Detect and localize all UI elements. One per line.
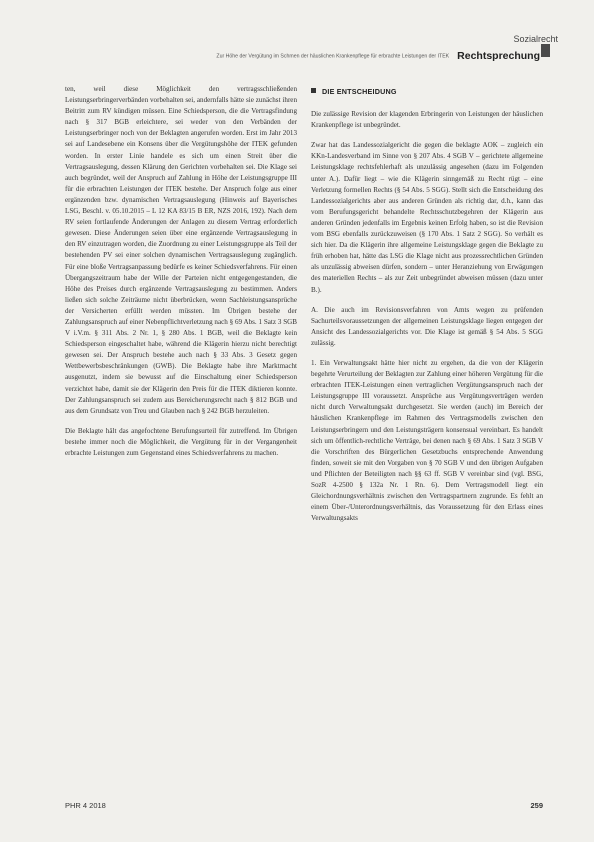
right-paragraph-3: A. Die auch im Revisionsverfahren von Amts wegen zu prüfenden Sachurteilsvoraussetzungen der allgemeinen Leistungsklage liegen entgegen der Ansicht des Landessozialgerichts vor. Die Klage ist gemäß § 54 Abs. 5 SGG zulässig. [311, 305, 543, 347]
right-paragraph-2: Zwar hat das Landessozialgericht die gegen die beklagte AOK – zugleich ein KKn-Landesverband im Sinne von § 207 Abs. 4 SGB V – gerichtete allgemeine Leistungsklage rechtsfehlerhaft als unzulässig angesehen (dazu im Folgenden unter A.). Dafür liegt – wie die Klägerin sinngemäß zu Recht rügt – eine Verletzung formellen Rechts (§ 54 Abs. 5 SGG). Stellt sich die Entscheidung des Landessozialgerichts aber aus anderen Gründen als richtig dar, d.h., kann das vom Berufungsgericht behandelte Rechtsschutzbegehren der Klägerin aus anderen Gründen jedenfalls im Ergebnis keinen Erfolg haben, so ist die Revision vom BSG ebenfalls zurückzuweisen (§ 170 Abs. 1 Satz 2 SGG). So verhält es sich hier. Da die Klägerin ihre allgemeine Leistungsklage gegen die Beklagte zu früh erhoben hat, hätte das LSG die Klage nicht aus prozessrechtlichen Gründen als unzulässig abweisen dürfen, sondern – unter Heranziehung von Erwägungen des materiellen Rechts – als zur Zeit unbegründet abweisen müssen (dazu unter B.). [311, 141, 543, 294]
running-header [120, 47, 540, 65]
left-paragraph-1: ten, weil diese Möglichkeit den vertragsschließenden Leistungserbringerverbänden vorbehalten sei, andernfalls hätte sie zunächst ihren Beitritt zum RV kündigen müssen. Eine Schiedsperson, die die Vertragsfindung nach § 317 BGB erleichtere, sei weder von den Verbänden der Leistungserbringer noch von der Beklagten angerufen worden. Erst im Jahr 2013 sei auf Landesebene ein Konsens über die Vergütungshöhe der ITEK gefunden worden. In erster Linie handele es sich um einen Streit über die Vertragsauslegung, dessen Klärung den Gerichten vorbehalten sei. Die Klage sei auch begründet, weil der Anspruch auf Zahlung in Höhe der Leistungsgruppe III für die erbrachten Leistungen der ITEK bestehe. Der Anspruch folge aus einer ergänzenden bzw. dynamischen Vertragsauslegung (Hinweis auf Bayerisches LSG, Beschl. v. 05.10.2015 – L 12 KA 83/15 B ER, NZS 2016, 192). Nach dem RV seien fortlaufende Änderungen der Anlagen zu diesem Vertrag erforderlich gewesen. Diese Änderungen seien über eine ergänzende Vertragsauslegung in den RV einzutragen worden, die Zuordnung zu einer Leistungsgruppe als Teil der bestehenden PV sei einer solchen dynamischen Vertragsauslegung zugänglich. Für eine bloße Vertragsanpassung bedürfe es keiner Schiedsverfahrens. Für einen Übergangszeitraum habe der Wille der Parteien nicht entgegengestanden, die Höhe des Preises durch ergänzende Vertragsauslegung zu bestimmen. Anders ließen sich solche Zeiträume nicht überbrücken, wenn Sachleistungsansprüche der Versicherten erfüllt werden müssten. Im Übrigen bestehe der Zahlungsanspruch auf einer Nebenpflichtverletzung nach § 69 Abs. 1 Satz 3 SGB V i.V.m. § 311 Abs. 2 Nr. 1, § 280 Abs. 1 BGB, weil die Beklagte kein Schiedsperson eingeschaltet habe, während die Klägerin hierzu nicht berechtigt gewesen sei. Der Anspruch bestehe auch nach § 33 Abs. 3 Gesetz gegen Wettbewerbsbeschränkungen (GWB). Die Beklagte habe ihre Marktmacht ausgenutzt, indem sie bewusst auf die Einschaltung einer Schiedsperson verzichtet habe, damit sie der Klägerin den Preis für die ITEK diktieren konnte. Der Zahlungsanspruch sei zudem aus Bereicherungsrecht nach § 812 BGB und aus dem Grundsatz von Treu und Glauben nach § 242 BGB herzuleiten. [65, 85, 297, 415]
section-heading [311, 86, 543, 97]
footer-journal: PHR 4 2018 [65, 801, 106, 810]
left-column [65, 84, 297, 468]
right-paragraph-4: 1. Ein Verwaltungsakt hätte hier nicht zu ergehen, da die von der Klägerin begehrte Verurteilung der Beklagten zur Zahlung einer höheren Vergütung für die erbrachten ITEK-Leistungen einen vertraglichen Vergütungsanspruch nach der Leistungsgruppe III voraussetzt. Ansprüche aus Vergütungsverträgen werden nicht durch Verwaltungsakt durchgesetzt. Sie werden (auch) im Bereich der häuslichen Krankenpflege im Rahmen des Vertragsmodells zwischen den Leistungserbringern und den Leistungsträgern konsensual vereinbart. Es handelt sich um öffentlich-rechtliche Verträge, bei denen nach § 69 Abs. 1 Satz 3 SGB V die Vorschriften des Bürgerlichen Gesetzbuchs entsprechende Anwendung finden, soweit sie mit den Vorgaben von § 70 SGB V und den übrigen Aufgaben und Pflichten der Beteiligten nach §§ 63 ff. SGB V vereinbar sind (vgl. BSG, SozR 4-2500 § 132a Nr. 1 Rn. 6). Dem Vertragsmodell liegt ein Gleichordnungsverhältnis zwischen den Vertragspartnern zugrunde. Es fehlt an einem Über-/Unterordnungsverhältnis, das Voraussetzung für den Erlass eines Verwaltungsakts [311, 358, 543, 523]
header-marker [541, 44, 550, 57]
page-number: 259 [530, 801, 543, 810]
header-subtitle: Zur Höhe der Vergütung im Schmen der häuslichen Krankenpflege für erbrachte Leistungen der ITEK [216, 53, 450, 60]
left-paragraph-2: Die Beklagte hält das angefochtene Berufungsurteil für zutreffend. Im Übrigen bestehe immer noch die Möglichkeit, die Vergütung für in der Vergangenheit erbrachte Leistungen zum Gegenstand eines Schiedsverfahrens zu machen. [65, 426, 297, 457]
header-title: Rechtsprechung [457, 50, 540, 63]
right-column [311, 84, 543, 533]
right-paragraph-1: Die zulässige Revision der klagenden Erbringerin von Leistungen der häuslichen Krankenpflege ist unbegründet. [311, 110, 543, 130]
section-heading-text: DIE ENTSCHEIDUNG [322, 87, 397, 96]
section-tag: Sozialrecht [513, 34, 558, 44]
heading-square-icon [311, 88, 316, 93]
